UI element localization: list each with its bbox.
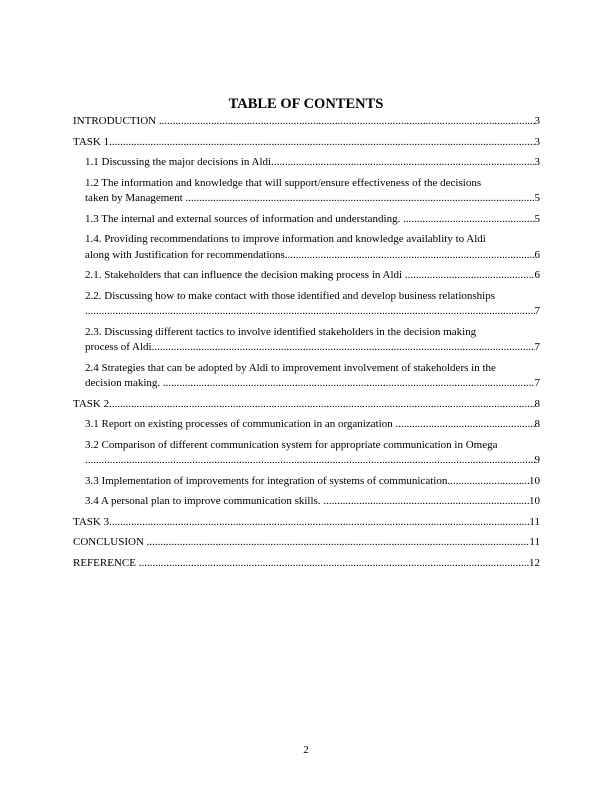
toc-entry-3-3[interactable] [73,474,540,490]
toc-entry-page: 7 [534,341,540,353]
toc-entry-text: TASK 1 ..... [73,135,535,151]
toc-entry-text: taken by Management ..... [85,191,535,207]
toc-entry-text-first-line: 1.2 The information and knowledge that will support/ensure effectiveness of the decisions [85,176,482,189]
table-of-contents [73,114,540,571]
toc-entry-page: 10 [529,495,540,507]
toc-entry-task-1[interactable] [73,135,540,151]
toc-entry-text: TASK 3 ..... [73,515,529,531]
toc-entry-page: 9 [534,454,540,466]
toc-entry-page: 10 [529,474,540,487]
toc-entry-page: 7 [534,305,540,317]
toc-entry-text: CONCLUSION ..... [73,535,529,551]
toc-entry-text-first-line: 1.4. Providing recommendations to improve information and knowledge availablity to Aldi [85,233,486,245]
toc-entry-page: 7 [534,377,540,389]
toc-entry-text: decision making. ..... [85,376,535,392]
toc-entry-page: 12 [529,556,540,569]
toc-entry-page: 8 [534,418,540,430]
toc-title: TABLE OF CONTENTS [228,96,384,112]
toc-entry-3-4[interactable] [73,494,540,510]
toc-entry-1-1[interactable] [73,155,540,171]
page-number: 2 [303,744,309,756]
toc-entry-text-first-line: 2.3. Discussing different tactics to involve identified stakeholders in the decision making [85,325,477,338]
toc-entry-page: 11 [529,515,540,528]
toc-entry-text: TASK 2 ..... [73,397,535,413]
toc-entry-1-2[interactable] [73,176,540,207]
toc-entry-2-3[interactable] [73,325,540,356]
toc-entry-conclusion[interactable] [73,535,540,551]
toc-entry-page: 11 [529,536,540,548]
toc-entry-text: 3.4 A personal plan to improve communication skills. ..... [85,494,529,510]
toc-entry-text: 2.1. Stakeholders that can influence the decision making process in Aldi ..... [85,268,535,284]
toc-entry-1-4[interactable] [73,232,540,263]
toc-entry-reference[interactable] [73,556,540,572]
toc-entry-text: process of Aldi ..... [85,340,535,356]
toc-entry-page: 6 [534,248,540,261]
toc-entry-introduction[interactable] [73,114,540,130]
toc-entry-text: 1.1 Discussing the major decisions in Aldi ..... [85,155,535,171]
toc-entry-2-1[interactable] [73,268,540,284]
toc-entry-2-2[interactable] [73,289,540,320]
toc-entry-text: along with Justification for recommendations ..... [85,248,535,264]
toc-entry-page: 8 [534,397,540,410]
toc-entry-task-3[interactable] [73,515,540,531]
toc-entry-text [85,453,535,469]
toc-entry-task-2[interactable] [73,397,540,413]
toc-entry-page: 5 [534,212,540,225]
toc-entry-page: 5 [534,192,540,204]
toc-entry-text-first-line: 3.2 Comparison of different communication system for appropriate communication in Omega [85,438,498,451]
toc-entry-1-3[interactable] [73,212,540,228]
toc-entry-text: REFERENCE ..... [73,556,529,572]
toc-entry-page: 6 [534,269,540,281]
toc-entry-text-first-line: 2.2. Discussing how to make contact with those identified and develop business relationships [85,289,495,302]
toc-entry-page: 3 [534,115,540,127]
toc-entry-text: 1.3 The internal and external sources of information and understanding. ..... [85,212,535,228]
toc-entry-text: INTRODUCTION ..... [73,114,535,130]
toc-entry-3-1[interactable] [73,417,540,433]
toc-entry-text: 3.1 Report on existing processes of communication in an organization ..... [85,417,535,433]
toc-entry-page: 3 [534,135,540,148]
toc-entry-3-2[interactable] [73,438,540,469]
toc-entry-text [85,304,535,320]
toc-entry-2-4[interactable] [73,361,540,392]
toc-entry-page: 3 [534,156,540,168]
toc-entry-text: 3.3 Implementation of improvements for integration of systems of communication ..... [85,474,529,490]
toc-entry-text-first-line: 2.4 Strategies that can be adopted by Aldi to improvement involvement of stakeholders in the [85,361,496,374]
